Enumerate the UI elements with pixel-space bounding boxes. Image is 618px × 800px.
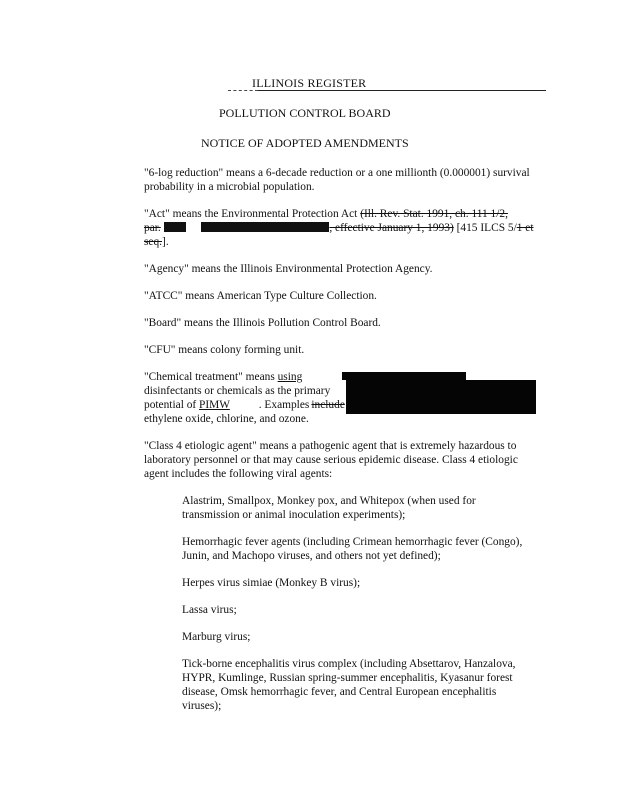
- definition-class-4: "Class 4 etiologic agent" means a pathogenic agent that is extremely hazardous to laboratory personnel or that may cause serious epidemic disease. Class 4 etiologic agent includes the following viral agents:: [144, 440, 518, 480]
- act-ilcs-pre: [415 ILCS 5/: [453, 222, 517, 234]
- chem-include-struck: include: [311, 399, 345, 411]
- notice-title: NOTICE OF ADOPTED AMENDMENTS: [201, 136, 409, 150]
- agent-item: Hemorrhagic fever agents (including Crimean hemorrhagic fever (Congo), Junin, and Machopo viruses, and others not yet defined);: [182, 536, 523, 562]
- act-text: "Act" means the Environmental Protection Act: [144, 208, 361, 220]
- chem-line4: ethylene oxide, chlorine, and ozone.: [144, 413, 309, 425]
- act-ilcs-post: ].: [162, 236, 169, 248]
- agent-item: Lassa virus;: [182, 604, 237, 616]
- board-title: POLLUTION CONTROL BOARD: [219, 106, 391, 120]
- agent-item: Herpes virus simiae (Monkey B virus);: [182, 577, 361, 589]
- definition-cfu: "CFU" means colony forming unit.: [144, 344, 305, 356]
- header-rule-dashed: [228, 90, 258, 91]
- chem-examples: . Examples: [258, 399, 310, 411]
- agent-item: Alastrim, Smallpox, Monkey pox, and Whitepox (when used for transmission or animal inoculation experiments);: [182, 495, 476, 521]
- header-rule: [258, 90, 546, 91]
- redaction-block: [342, 372, 466, 380]
- chem-using: using: [277, 371, 303, 383]
- definition-act: [144, 207, 544, 249]
- redaction-mark: [201, 222, 329, 232]
- agent-item: Marburg virus;: [182, 631, 251, 643]
- chem-text: "Chemical treatment" means: [144, 371, 278, 383]
- definition-6-log: "6-log reduction" means a 6-decade reduction or a one millionth (0.000001) survival probability in a microbial population.: [144, 167, 530, 193]
- definitions-body: [144, 166, 544, 726]
- act-effective-struck: , effective January 1, 1993): [329, 222, 454, 234]
- definition-atcc: "ATCC" means American Type Culture Collection.: [144, 290, 377, 302]
- act-ilcs-struck: 1 et seq.: [144, 222, 534, 248]
- chem-pimw: PIMW: [199, 399, 230, 411]
- definition-board: "Board" means the Illinois Pollution Control Board.: [144, 317, 381, 329]
- act-par-struck: par.: [144, 222, 161, 234]
- definition-chemical-treatment: [144, 370, 544, 426]
- redaction-mark: [164, 222, 186, 232]
- agent-item: Tick-borne encephalitis virus complex (including Absettarov, Hanzalova, HYPR, Kumlinge, Russian spring-summer encephalitis, Kyasanur forest disease, Omsk hemorrhagic fever, and Central European encephalitis viruses);: [182, 658, 516, 712]
- redaction-block: [480, 382, 534, 392]
- chem-potential: potential of: [144, 399, 200, 411]
- chem-line2: disinfectants or chemicals as the primary: [144, 385, 331, 397]
- act-citation-struck: (Ill. Rev. Stat. 1991, ch. 111 1/2,: [360, 208, 508, 220]
- register-title: ILLINOIS REGISTER: [252, 76, 367, 90]
- definition-agency: "Agency" means the Illinois Environmental Protection Agency.: [144, 263, 433, 275]
